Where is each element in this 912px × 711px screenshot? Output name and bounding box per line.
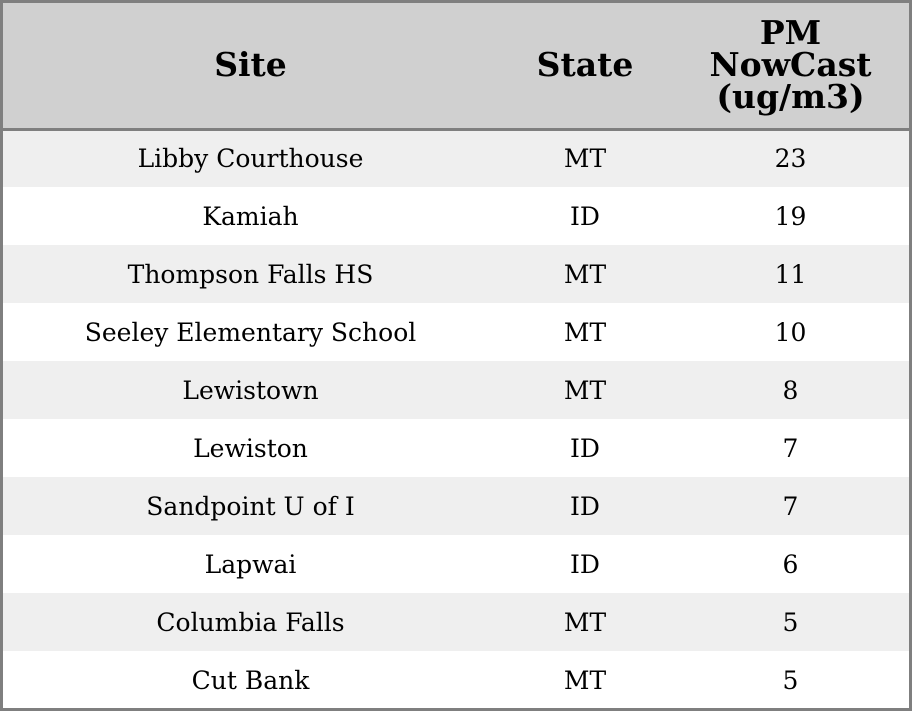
column-header-site: Site — [3, 3, 498, 129]
table-row — [3, 419, 909, 477]
cell-pm-nowcast: 6 — [782, 549, 799, 579]
cell-state: ID — [570, 433, 600, 463]
cell-state: MT — [563, 607, 607, 637]
column-header-pm-line-3: (ug/m3) — [716, 77, 865, 117]
table-row — [3, 245, 909, 303]
table-row — [3, 129, 909, 187]
cell-site: Libby Courthouse — [137, 144, 364, 174]
table-row — [3, 651, 909, 709]
cell-pm-nowcast: 10 — [774, 317, 807, 347]
table-row — [3, 535, 909, 593]
column-header-state: State — [498, 3, 672, 129]
cell-state: ID — [570, 549, 600, 579]
cell-site: Kamiah — [202, 201, 299, 231]
cell-site: Cut Bank — [191, 665, 310, 695]
cell-state: MT — [563, 375, 607, 405]
cell-pm-nowcast: 5 — [782, 607, 799, 637]
table-row — [3, 361, 909, 419]
header-row — [3, 3, 909, 129]
table-header — [3, 3, 909, 129]
cell-state: MT — [563, 665, 607, 695]
cell-site: Columbia Falls — [156, 607, 345, 637]
column-header-pm-nowcast — [672, 3, 909, 129]
cell-pm-nowcast: 19 — [774, 201, 807, 231]
pm-nowcast-table — [3, 3, 909, 709]
cell-state: MT — [563, 259, 607, 289]
table-row — [3, 187, 909, 245]
cell-pm-nowcast: 23 — [774, 144, 807, 174]
cell-state: ID — [570, 491, 600, 521]
table-row — [3, 593, 909, 651]
cell-pm-nowcast: 8 — [782, 375, 799, 405]
table-body — [3, 129, 909, 709]
cell-state: MT — [563, 317, 607, 347]
cell-pm-nowcast: 5 — [782, 665, 799, 695]
cell-site: Thompson Falls HS — [127, 259, 374, 289]
cell-pm-nowcast: 11 — [774, 259, 807, 289]
column-header-pm-line-2: NowCast — [709, 45, 872, 85]
cell-pm-nowcast: 7 — [782, 433, 799, 463]
cell-site: Lewiston — [193, 433, 308, 463]
cell-site: Lapwai — [204, 549, 297, 579]
column-header-pm-line-1: PM — [759, 13, 822, 53]
table-row — [3, 303, 909, 361]
cell-site: Seeley Elementary School — [84, 317, 417, 347]
cell-pm-nowcast: 7 — [782, 491, 799, 521]
table-row — [3, 477, 909, 535]
cell-state: ID — [570, 201, 600, 231]
cell-state: MT — [563, 144, 607, 174]
cell-site: Lewistown — [182, 375, 319, 405]
cell-site: Sandpoint U of I — [146, 491, 355, 521]
